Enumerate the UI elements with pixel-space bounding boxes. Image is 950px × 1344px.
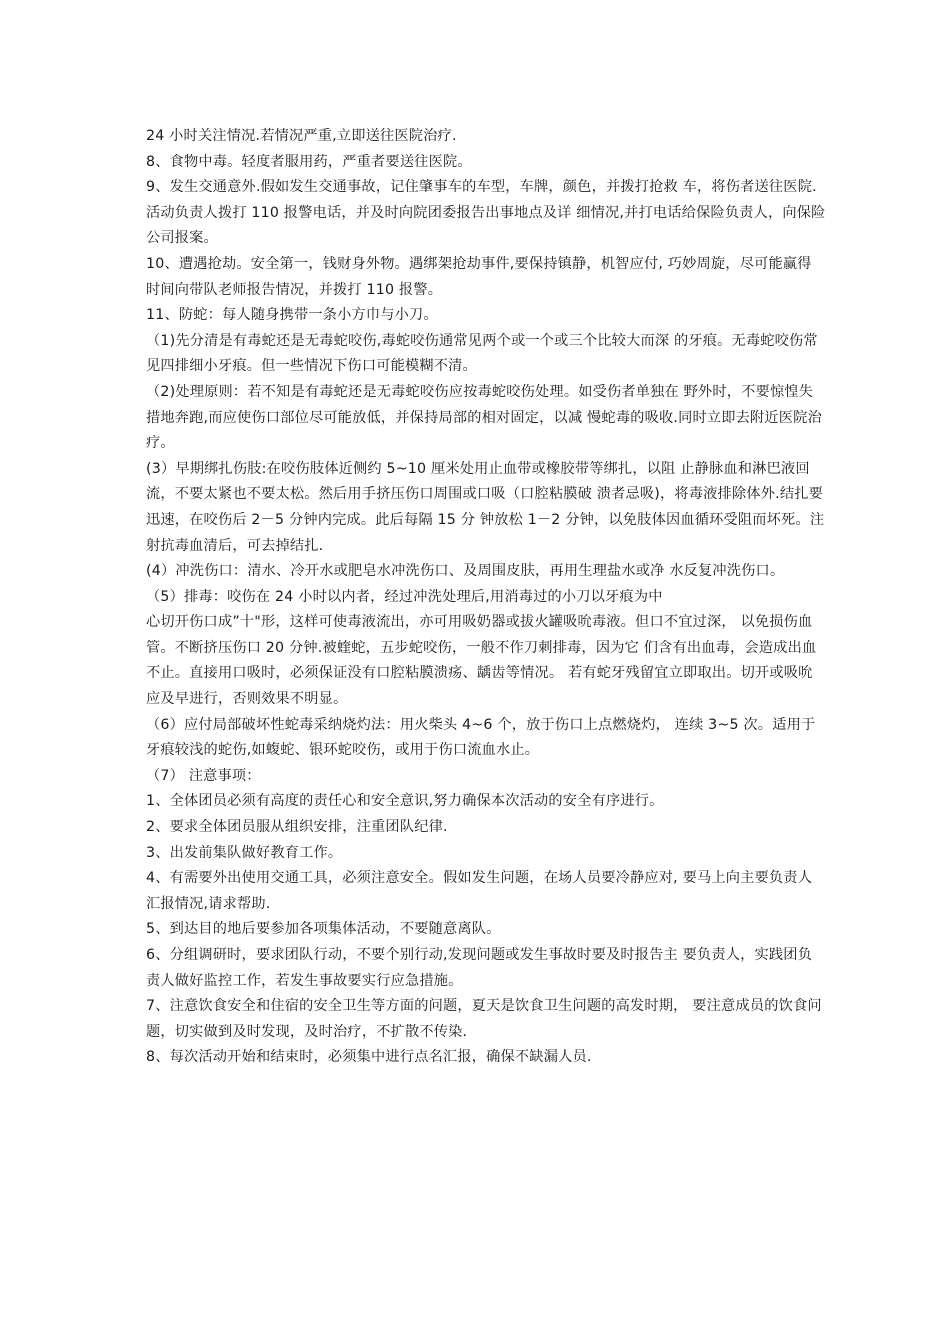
paragraph: 7、注意饮食安全和住宿的安全卫生等方面的问题，夏天是饮食卫生问题的高发时期， 要注意成员的饮食问题，切实做到及时发现，及时治疗，不扩散不传染. [146,998,822,1040]
paragraph: （7） 注意事项： [146,767,261,784]
paragraph: (4）冲洗伤口：清水、冷开水或肥皂水冲洗伤口、及周围皮肤，再用生理盐水或净 水反复冲洗伤口。 [146,563,785,580]
paragraph: 心切开伤口成”十"形，这样可使毒液流出，亦可用吸奶器或拔火罐吸吮毒液。但口不宜过深， 以免损伤血管。不断挤压伤口 20 分钟.被蝰蛇，五步蛇咬伤，一般不作刀刺排毒，因为它 们含有出血毒，会造成出血不止。直接用口吸时，必须保证没有口腔粘膜溃疡、龋齿等情况。 若有蛇牙残留宜立即取出。切开或吸吮应及早进行，否则效果不明显。 [146,614,817,708]
paragraph: 10、遭遇抢劫。安全第一，钱财身外物。遇绑架抢劫事件,要保持镇静，机智应付, 巧妙周旋，尽可能赢得时间向带队老师报告情况，并拨打 110 报警。 [146,255,812,298]
paragraph: 1、全体团员必须有高度的责任心和安全意识,努力确保本次活动的安全有序进行。 [146,793,664,810]
paragraph: 5、到达目的地后要参加各项集体活动，不要随意离队。 [146,921,501,938]
paragraph: （5）排毒：咬伤在 24 小时以内者，经过冲洗处理后,用消毒过的小刀以牙痕为中 [146,588,663,605]
paragraph: 11、防蛇：每人随身携带一条小方巾与小刀。 [146,307,438,324]
document-body [146,124,826,1071]
paragraph: （2)处理原则：若不知是有毒蛇还是无毒蛇咬伤应按毒蛇咬伤处理。如受伤者单独在 野外时，不要惊惶失措地奔跑,而应使伤口部位尽可能放低，并保持局部的相对固定，以减 慢蛇毒的吸收.同时立即去附近医院治疗。 [146,383,822,452]
paragraph: 9、发生交通意外.假如发生交通事故，记住肇事车的车型，车牌，颜色，并拨打抢救 车，将伤者送往医院.活动负责人拨打 110 报警电话，并及时向院团委报告出事地点及详 细情况,并打电话给保险负责人，向保险公司报案。 [146,179,826,247]
paragraph: （1)先分清是有毒蛇还是无毒蛇咬伤,毒蛇咬伤通常见两个或一个或三个比较大而深 的牙痕。无毒蛇咬伤常见四排细小牙痕。但一些情况下伤口可能模糊不清。 [146,332,818,375]
paragraph: 3、出发前集队做好教育工作。 [146,844,343,861]
paragraph: （6）应付局部破坏性蛇毒采纳烧灼法：用火柴头 4~6 个，放于伤口上点燃烧灼， 连续 3~5 次。适用于牙痕较浅的蛇伤,如蝮蛇、银环蛇咬伤，或用于伤口流血水止。 [146,716,816,759]
paragraph: 8、食物中毒。轻度者服用药，严重者要送往医院。 [146,153,472,170]
paragraph: 2、要求全体团员服从组织安排，注重团队纪律. [146,819,448,836]
paragraph: 8、每次活动开始和结束时，必须集中进行点名汇报，确保不缺漏人员. [146,1049,592,1066]
paragraph: 4、有需要外出使用交通工具，必须注意安全。假如发生问题，在场人员要冷静应对, 要马上向主要负责人汇报情况,请求帮助. [146,870,813,912]
paragraph: 6、分组调研时，要求团队行动，不要个别行动,发现问题或发生事故时要及时报告主 要负责人，实践团负责人做好监控工作，若发生事故要实行应急措施。 [146,947,813,989]
paragraph: 24 小时关注情况.若情况严重,立即送往医院治疗. [146,128,457,144]
paragraph: (3）早期绑扎伤肢:在咬伤肢体近侧约 5~10 厘米处用止血带或橡胶带等绑扎，以阻 止静脉血和淋巴液回流，不要太紧也不要太松。然后用手挤压伤口周围或口吸（口腔粘膜破 溃者忌吸)，将毒液排除体外.结扎要迅速，在咬伤后 2－5 分钟内完成。此后每隔 15 分 钟放松 1－2 分钟，以免肢体因血循环受阻而坏死。注射抗毒血清后，可去掉结扎. [146,460,825,554]
